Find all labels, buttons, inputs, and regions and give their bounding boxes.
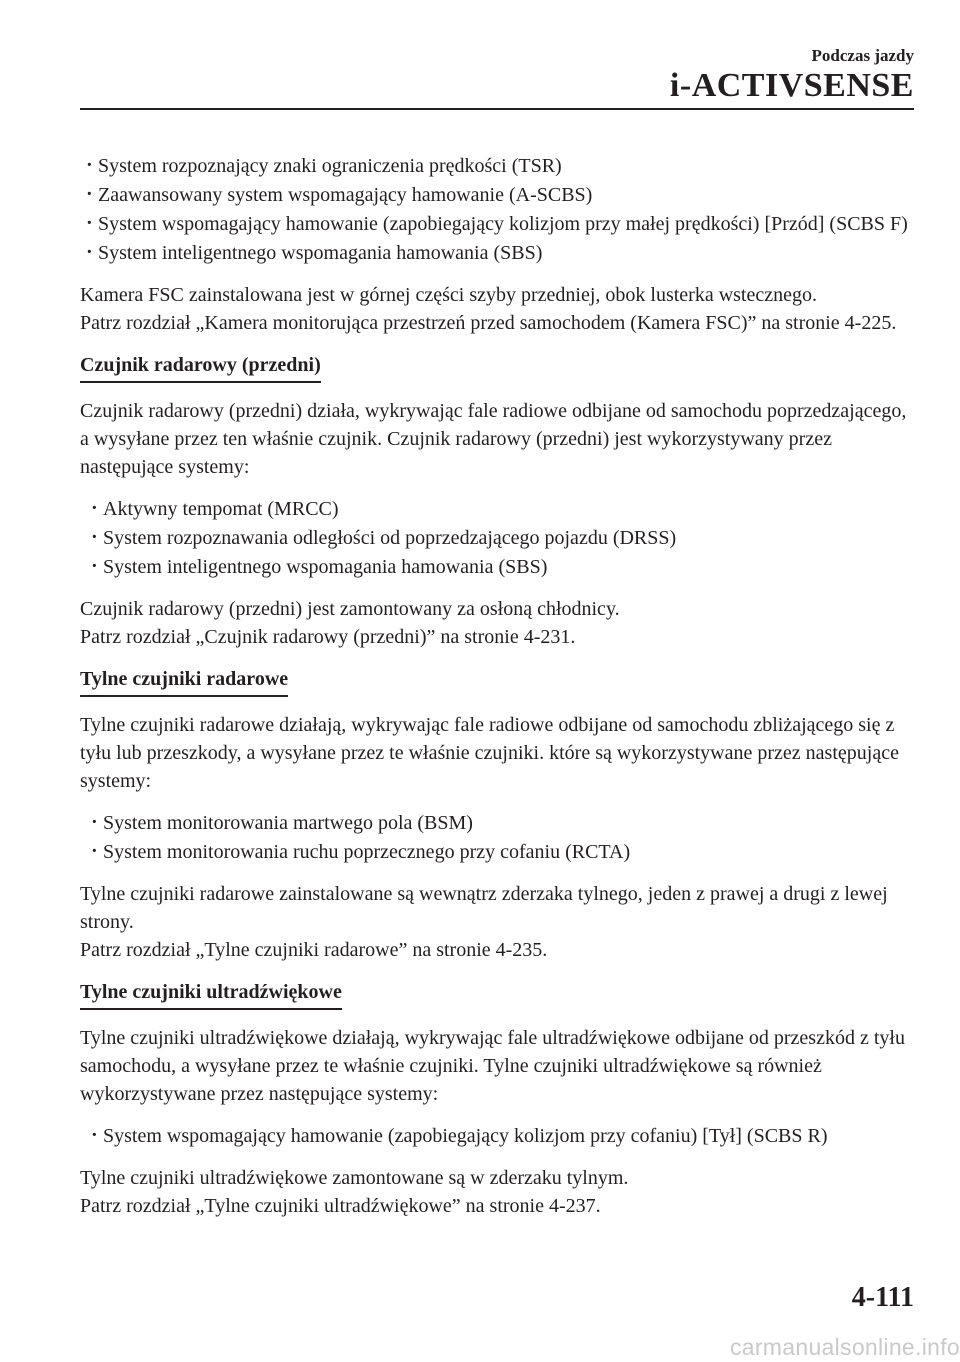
- section-heading-radar-rear: Tylne czujniki radarowe: [80, 666, 288, 697]
- list-item: · System monitorowania ruchu poprzecznego przy cofaniu (RCTA): [85, 838, 914, 866]
- paragraph: Kamera FSC zainstalowana jest w górnej części szyby przedniej, obok lusterka wstecznego.: [80, 284, 817, 306]
- ultrasonic-bullet-list: [85, 1122, 914, 1150]
- list-item: · System inteligentnego wspomagania hamowania (SBS): [85, 553, 914, 581]
- list-item: · System wspomagający hamowanie (zapobiegający kolizjom przy cofaniu) [Tył] (SCBS R): [85, 1122, 914, 1150]
- cross-reference: Patrz rozdział „Tylne czujniki radarowe” na stronie 4-235.: [80, 939, 548, 961]
- list-item: · System inteligentnego wspomagania hamowania (SBS): [80, 239, 914, 267]
- watermark: carmanualsonline.info: [729, 1334, 960, 1360]
- section-heading-radar-front: Czujnik radarowy (przedni): [80, 352, 321, 383]
- paragraph: Tylne czujniki ultradźwiękowe działają, wykrywając fale ultradźwiękowe odbijane od przeszkód z tyłu samochodu, a wysyłane przez te właśnie czujniki. Tylne czujniki ultradźwiękowe są również wykorzystywane przez następujące systemy:: [80, 1027, 905, 1105]
- paragraph: Czujnik radarowy (przedni) jest zamontowany za osłoną chłodnicy.: [80, 598, 620, 620]
- page-content: [80, 152, 914, 1220]
- page-header: [670, 46, 914, 106]
- list-item: · Aktywny tempomat (MRCC): [85, 495, 914, 523]
- header-divider: [80, 108, 914, 110]
- list-item: · System monitorowania martwego pola (BSM): [85, 809, 914, 837]
- radar-front-bullet-list: [85, 495, 914, 581]
- paragraph: Tylne czujniki radarowe zainstalowane są wewnątrz zderzaka tylnego, jeden z prawej a drugi z lewej strony.: [80, 883, 888, 933]
- radar-rear-bullet-list: [85, 809, 914, 866]
- cross-reference: Patrz rozdział „Tylne czujniki ultradźwiękowe” na stronie 4-237.: [80, 1195, 601, 1217]
- cross-reference: Patrz rozdział „Czujnik radarowy (przedni)” na stronie 4-231.: [80, 626, 576, 648]
- page-number: 4-111: [851, 1282, 914, 1313]
- cross-reference: Patrz rozdział „Kamera monitorująca przestrzeń przed samochodem (Kamera FSC)” na stronie 4-225.: [80, 312, 897, 334]
- paragraph: Tylne czujniki ultradźwiękowe zamontowane są w zderzaku tylnym.: [80, 1167, 629, 1189]
- list-item: · System wspomagający hamowanie (zapobiegający kolizjom przy małej prędkości) [Przód] (SCBS F): [80, 210, 914, 238]
- paragraph: Czujnik radarowy (przedni) działa, wykrywając fale radiowe odbijane od samochodu poprzedzającego, a wysyłane przez ten właśnie czujnik. Czujnik radarowy (przedni) jest wykorzystywany przez następujące systemy:: [80, 400, 907, 478]
- list-item: · Zaawansowany system wspomagający hamowanie (A-SCBS): [80, 181, 914, 209]
- list-item: · System rozpoznający znaki ograniczenia prędkości (TSR): [80, 152, 914, 180]
- chapter-title: i-ACTIVSENSE: [669, 67, 914, 104]
- section-title: Podczas jazdy: [811, 46, 914, 65]
- intro-bullet-list: [80, 152, 914, 267]
- paragraph: Tylne czujniki radarowe działają, wykrywając fale radiowe odbijane od samochodu zbliżającego się z tyłu lub przeszkody, a wysyłane przez te właśnie czujniki. które są wykorzystywane przez następujące systemy:: [80, 714, 899, 792]
- section-heading-ultrasonic: Tylne czujniki ultradźwiękowe: [80, 979, 342, 1010]
- list-item: · System rozpoznawania odległości od poprzedzającego pojazdu (DRSS): [85, 524, 914, 552]
